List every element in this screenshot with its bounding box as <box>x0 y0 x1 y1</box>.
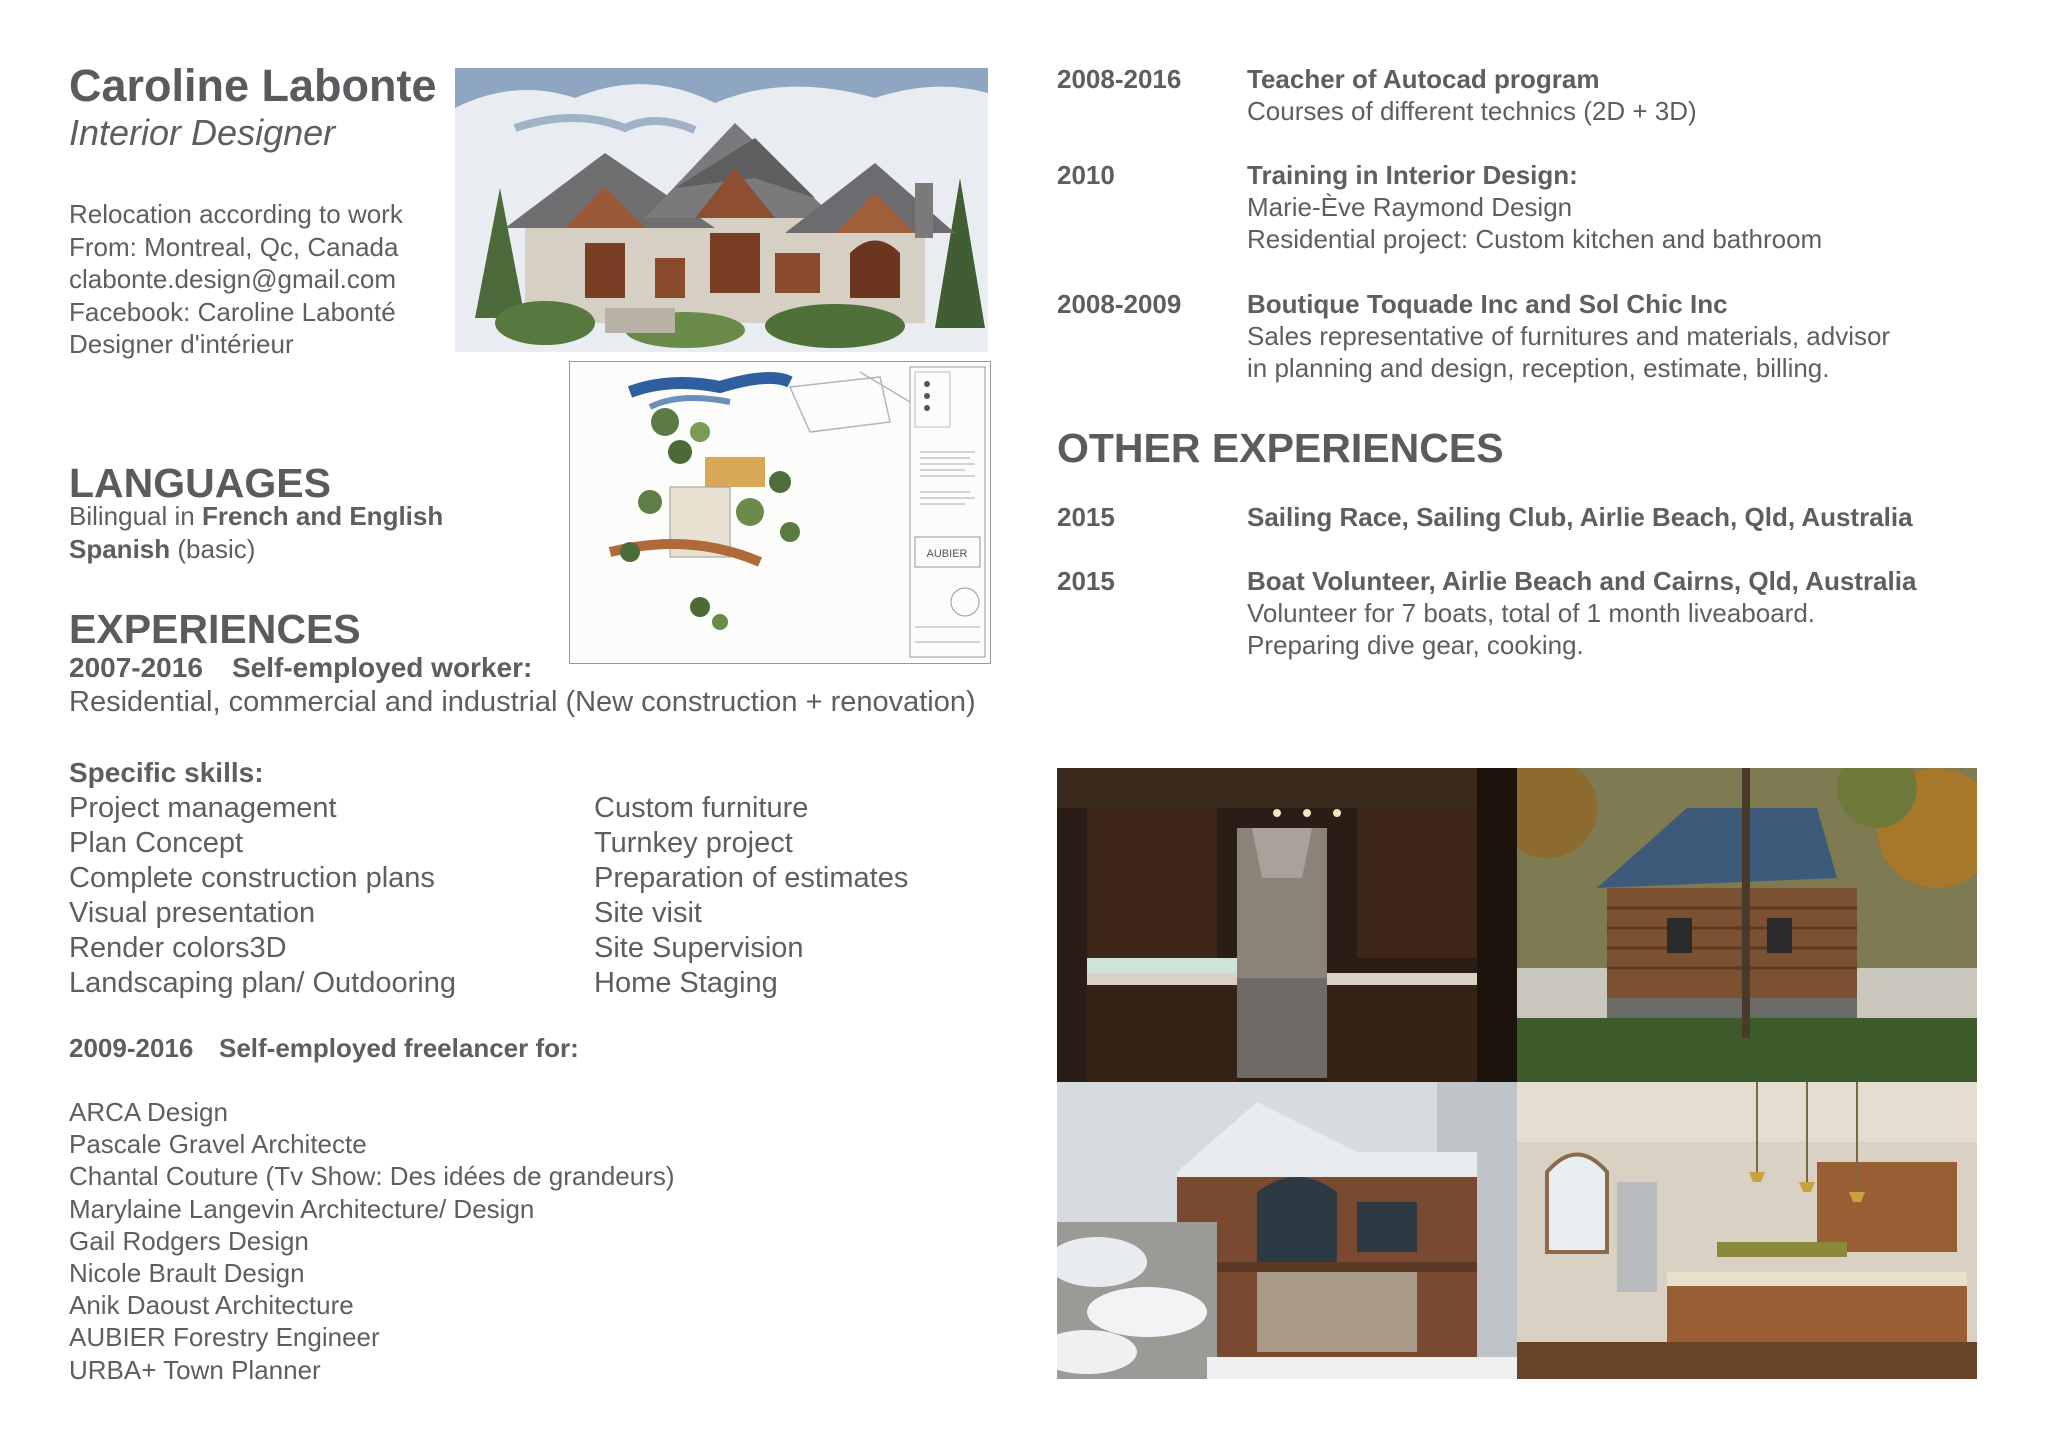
resume-role: Interior Designer <box>69 112 336 153</box>
entry-line: in planning and design, reception, estimate, billing. <box>1247 353 1830 383</box>
client-item: AUBIER Forestry Engineer <box>69 1322 380 1353</box>
winter-house-photo <box>1057 1082 1517 1379</box>
other-experience-entry <box>1247 501 1913 533</box>
languages-heading: LANGUAGES <box>69 460 331 506</box>
languages-block <box>69 500 443 565</box>
entry-line: Sales representative of furnitures and materials, advisor <box>1247 321 1891 351</box>
freelancer-years: 2009-2016 <box>69 1033 194 1063</box>
client-item: Marylaine Langevin Architecture/ Design <box>69 1193 535 1224</box>
kitchen-wood-photo <box>1517 1082 1977 1379</box>
skills-heading: Specific skills: <box>69 757 264 788</box>
house-sketch-image <box>455 68 988 352</box>
skills-right-list <box>594 791 908 1001</box>
skill-item: Complete construction plans <box>69 862 435 894</box>
entry-title: Training in Interior Design: <box>1247 160 1578 190</box>
experience-entry <box>1247 63 1697 127</box>
entry-line: Courses of different technics (2D + 3D) <box>1247 96 1697 126</box>
skill-item: Render colors3D <box>69 932 287 964</box>
contact-email: clabonte.design@gmail.com <box>69 264 397 294</box>
experience-entry <box>1247 288 1890 384</box>
skill-item: Preparation of estimates <box>594 862 909 894</box>
experiences-heading: EXPERIENCES <box>69 606 361 652</box>
resume-name: Caroline Labonte <box>69 60 437 111</box>
client-item: Gail Rodgers Design <box>69 1225 309 1256</box>
contact-location: From: Montreal, Qc, Canada <box>69 231 399 262</box>
entry-line: Volunteer for 7 boats, total of 1 month liveaboard. <box>1247 598 1816 628</box>
skill-item: Site visit <box>594 897 702 929</box>
experience-entry <box>1247 159 1822 255</box>
skill-item: Home Staging <box>594 967 778 999</box>
log-cabin-photo <box>1517 768 1977 1082</box>
plan-stamp-label: AUBIER <box>926 548 968 560</box>
landscape-plan-image <box>569 361 991 664</box>
client-item: ARCA Design <box>69 1097 228 1127</box>
entry-years: 2008-2009 <box>1057 289 1182 319</box>
contact-block <box>69 198 403 361</box>
other-experience-entry <box>1247 565 1916 661</box>
freelancer-client-list <box>69 1096 675 1386</box>
entry-line: Marie-Ève Raymond Design <box>1247 192 1573 222</box>
entry-years: 2015 <box>1057 502 1115 532</box>
entry-title: Sailing Race, Sailing Club, Airlie Beach, Qld, Australia <box>1247 502 1913 532</box>
freelancer-title: Self-employed freelancer for: <box>219 1033 579 1063</box>
client-item: Nicole Brault Design <box>69 1258 305 1289</box>
skill-item: Plan Concept <box>69 827 244 859</box>
client-item: URBA+ Town Planner <box>69 1354 321 1385</box>
contact-relocation: Relocation according to work <box>69 199 403 229</box>
entry-line: Preparing dive gear, cooking. <box>1247 630 1584 660</box>
languages-line-1: Bilingual in French and English <box>69 501 444 531</box>
skill-item: Turnkey project <box>594 827 793 859</box>
skills-left-list <box>69 791 456 1001</box>
entry-years: 2008-2016 <box>1057 64 1182 94</box>
skill-item: Project management <box>69 792 337 824</box>
contact-facebook-page: Designer d'intérieur <box>69 329 294 359</box>
kitchen-dark-photo <box>1057 768 1517 1082</box>
skill-item: Custom furniture <box>594 792 809 824</box>
client-item: Anik Daoust Architecture <box>69 1290 354 1321</box>
self-employed-desc: Residential, commercial and industrial (New construction + renovation) <box>69 686 976 718</box>
skill-item: Visual presentation <box>69 897 316 929</box>
client-item: Pascale Gravel Architecte <box>69 1129 367 1160</box>
self-employed-title: Self-employed worker: <box>232 652 533 683</box>
other-experiences-heading: OTHER EXPERIENCES <box>1057 425 1504 471</box>
languages-line-2: Spanish (basic) <box>69 533 256 564</box>
entry-title: Boutique Toquade Inc and Sol Chic Inc <box>1247 289 1728 319</box>
skill-item: Landscaping plan/ Outdooring <box>69 967 456 999</box>
entry-title: Teacher of Autocad program <box>1247 64 1600 94</box>
entry-line: Residential project: Custom kitchen and bathroom <box>1247 224 1823 254</box>
entry-years: 2015 <box>1057 566 1115 596</box>
entry-title: Boat Volunteer, Airlie Beach and Cairns, Qld, Australia <box>1247 566 1917 596</box>
skill-item: Site Supervision <box>594 932 804 964</box>
entry-years: 2010 <box>1057 160 1115 190</box>
self-employed-years: 2007-2016 <box>69 652 203 683</box>
client-item: Chantal Couture (Tv Show: Des idées de grandeurs) <box>69 1161 675 1192</box>
contact-facebook: Facebook: Caroline Labonté <box>69 296 396 327</box>
